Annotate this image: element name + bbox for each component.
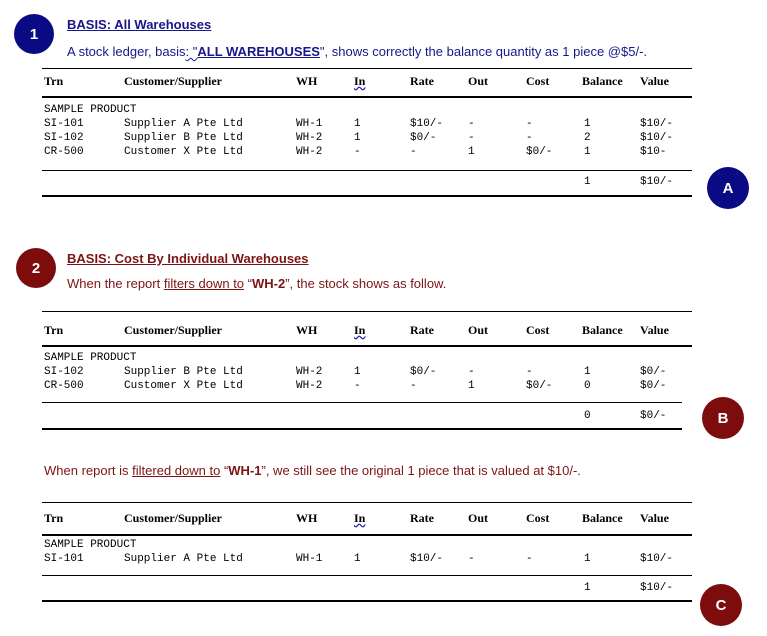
table-row: CR-500 Customer X Pte Ltd WH-2 - - 1 $0/- 0 $0/- <box>44 380 667 392</box>
table-header: Trn Customer/Supplier WH In Rate Out Cost Balance Value <box>44 74 669 88</box>
total-row: 1 $10/- <box>584 582 674 594</box>
badge-c: C <box>700 584 742 626</box>
product-name: SAMPLE PRODUCT <box>44 352 137 364</box>
ledger-table-b <box>42 311 692 431</box>
section-2-badge: 2 <box>16 248 56 288</box>
section-2-description: When the report filters down to “WH-2”, the stock shows as follow. <box>67 276 447 291</box>
badge-b: B <box>702 397 744 439</box>
section-1-badge: 1 <box>14 14 54 54</box>
table-row: SI-101 Supplier A Pte Ltd WH-1 1 $10/- - - 1 $10/- <box>44 118 674 130</box>
table-header: Trn Customer/Supplier WH In Rate Out Cost Balance Value <box>44 511 669 525</box>
section-1-heading: BASIS: All Warehouses <box>67 17 212 32</box>
total-row: 0 $0/- <box>584 410 667 422</box>
product-name: SAMPLE PRODUCT <box>44 539 137 551</box>
table-row: CR-500 Customer X Pte Ltd WH-2 - - 1 $0/- 1 $10- <box>44 146 667 158</box>
table-row: SI-101 Supplier A Pte Ltd WH-1 1 $10/- - - 1 $10/- <box>44 553 674 565</box>
badge-a: A <box>707 167 749 209</box>
table-row: SI-102 Supplier B Pte Ltd WH-2 1 $0/- - - 2 $10/- <box>44 132 674 144</box>
total-row: 1 $10/- <box>584 176 674 188</box>
table-row: SI-102 Supplier B Pte Ltd WH-2 1 $0/- - - 1 $0/- <box>44 366 667 378</box>
ledger-table-c <box>42 502 692 606</box>
product-name: SAMPLE PRODUCT <box>44 104 137 116</box>
section-2-heading: BASIS: Cost By Individual Warehouses <box>67 251 309 266</box>
section-3-description: When report is filtered down to “WH-1”, we still see the original 1 piece that is valued at $10/-. <box>44 463 581 478</box>
ledger-table-a <box>42 68 692 198</box>
table-header: Trn Customer/Supplier WH In Rate Out Cost Balance Value <box>44 323 669 337</box>
section-1-description: A stock ledger, basis: "ALL WAREHOUSES", shows correctly the balance quantity as 1 piece @$5/-. <box>67 44 648 59</box>
